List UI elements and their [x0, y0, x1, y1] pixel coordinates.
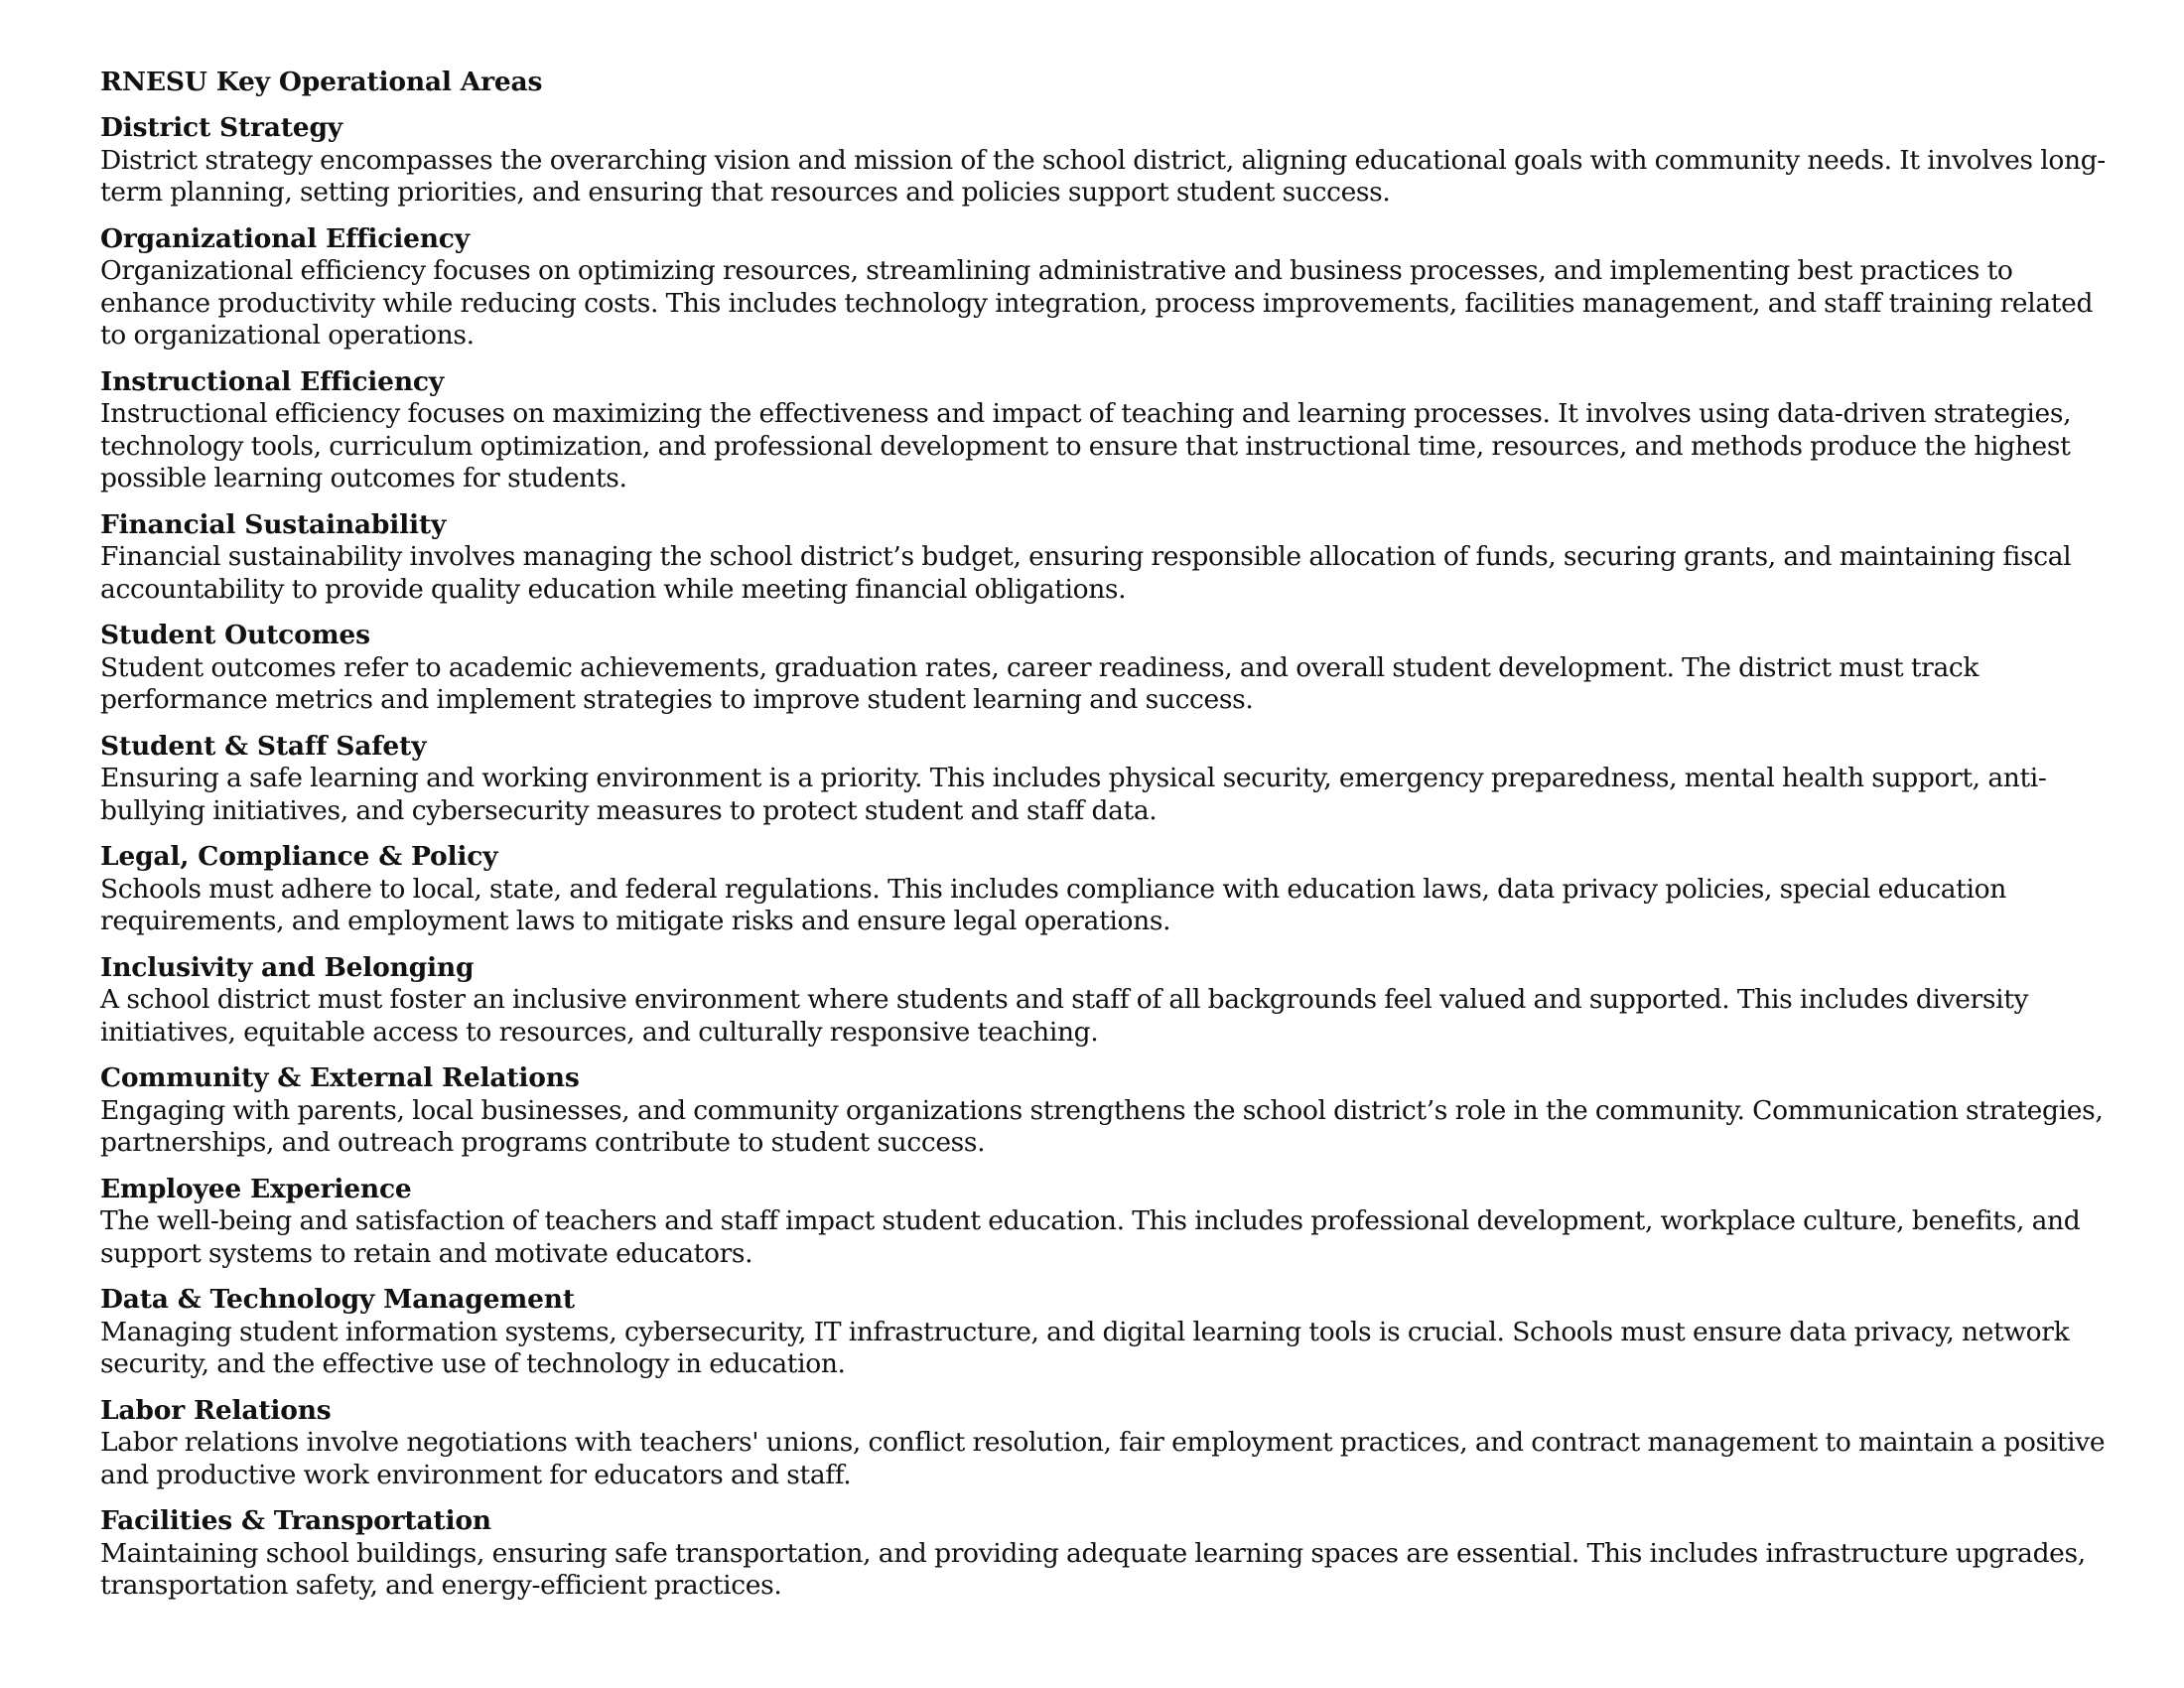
section-heading: Data & Technology Management: [100, 1284, 575, 1315]
section-heading: Student Outcomes: [100, 620, 370, 650]
section-body: Maintaining school buildings, ensuring safe transportation, and providing adequate learning spaces are essential. This includes infrastructure upgrades, transportation safety, and energy-efficient practices.: [100, 1537, 2086, 1601]
section-community-external-relations: [100, 1062, 2106, 1160]
section-heading: Financial Sustainability: [100, 508, 447, 540]
section-body: Labor relations involve negotiations with teachers' unions, conflict resolution, fair employment practices, and contract management to maintain a positive and productive work environment for educators and staff.: [100, 1427, 2106, 1490]
section-district-strategy: [100, 112, 2106, 210]
section-legal-compliance-policy: [100, 841, 2106, 938]
section-heading: Instructional Efficiency: [100, 365, 445, 397]
document-page: [100, 67, 2106, 1617]
section-body: The well-being and satisfaction of teachers and staff impact student education. This includes professional development, workplace culture, benefits, and support systems to retain and motivate educators.: [100, 1205, 2081, 1269]
section-body: Engaging with parents, local businesses, and community organizations strengthens the school district’s role in the community. Communication strategies, partnerships, and outreach programs contribute to student success.: [100, 1094, 2104, 1158]
section-heading: Legal, Compliance & Policy: [100, 841, 498, 872]
section-heading: Organizational Efficiency: [100, 222, 470, 254]
section-body: Ensuring a safe learning and working environment is a priority. This includes physical security, emergency preparedness, mental health support, anti-bullying initiatives, and cybersecurity measures to protect student and staff data.: [100, 763, 2047, 826]
document-title: RNESU Key Operational Areas: [100, 67, 543, 97]
section-heading: District Strategy: [100, 112, 342, 143]
section-heading: Facilities & Transportation: [100, 1505, 491, 1536]
section-body: A school district must foster an inclusive environment where students and staff of all backgrounds feel valued and supported. This includes diversity initiatives, equitable access to resources, and culturally responsive teaching.: [100, 984, 2029, 1048]
section-heading: Labor Relations: [100, 1394, 332, 1426]
section-body: Student outcomes refer to academic achievements, graduation rates, career readiness, and overall student development. The district must track performance metrics and implement strategies to improve student learning and success.: [100, 651, 1979, 715]
section-inclusivity-belonging: [100, 952, 2106, 1050]
section-labor-relations: [100, 1395, 2106, 1492]
section-organizational-efficiency: [100, 223, 2106, 352]
section-body: Schools must adhere to local, state, and federal regulations. This includes compliance with education laws, data privacy policies, special education requirements, and employment laws to mitigate risks and ensure legal operations.: [100, 873, 2006, 936]
section-heading: Student & Staff Safety: [100, 730, 427, 762]
section-body: District strategy encompasses the overarching vision and mission of the school district, aligning educational goals with community needs. It involves long-term planning, setting priorities, and ensuring that resources and policies support student success.: [100, 144, 2106, 208]
section-heading: Inclusivity and Belonging: [100, 951, 475, 983]
section-heading: Employee Experience: [100, 1173, 412, 1204]
section-heading: Community & External Relations: [100, 1062, 580, 1093]
section-facilities-transportation: [100, 1505, 2106, 1603]
section-body: Managing student information systems, cybersecurity, IT infrastructure, and digital learning tools is crucial. Schools must ensure data privacy, network security, and the effective use of technology in education.: [100, 1316, 2070, 1379]
section-student-outcomes: [100, 620, 2106, 717]
section-body: Financial sustainability involves managing the school district’s budget, ensuring responsible allocation of funds, securing grants, and maintaining fiscal accountability to provide quality education while meeting financial obligations.: [100, 541, 2072, 605]
section-instructional-efficiency: [100, 366, 2106, 495]
section-student-staff-safety: [100, 731, 2106, 828]
section-financial-sustainability: [100, 509, 2106, 607]
section-data-technology-management: [100, 1284, 2106, 1381]
section-body: Instructional efficiency focuses on maximizing the effectiveness and impact of teaching and learning processes. It involves using data-driven strategies, technology tools, curriculum optimization, and professional development to ensure that instructional time, resources, and methods produce the highest possible learning outcomes for students.: [100, 398, 2072, 493]
section-body: Organizational efficiency focuses on optimizing resources, streamlining administrative and business processes, and implementing best practices to enhance productivity while reducing costs. This includes technology integration, process improvements, facilities management, and staff training related to organizational operations.: [100, 255, 2094, 351]
section-employee-experience: [100, 1174, 2106, 1271]
